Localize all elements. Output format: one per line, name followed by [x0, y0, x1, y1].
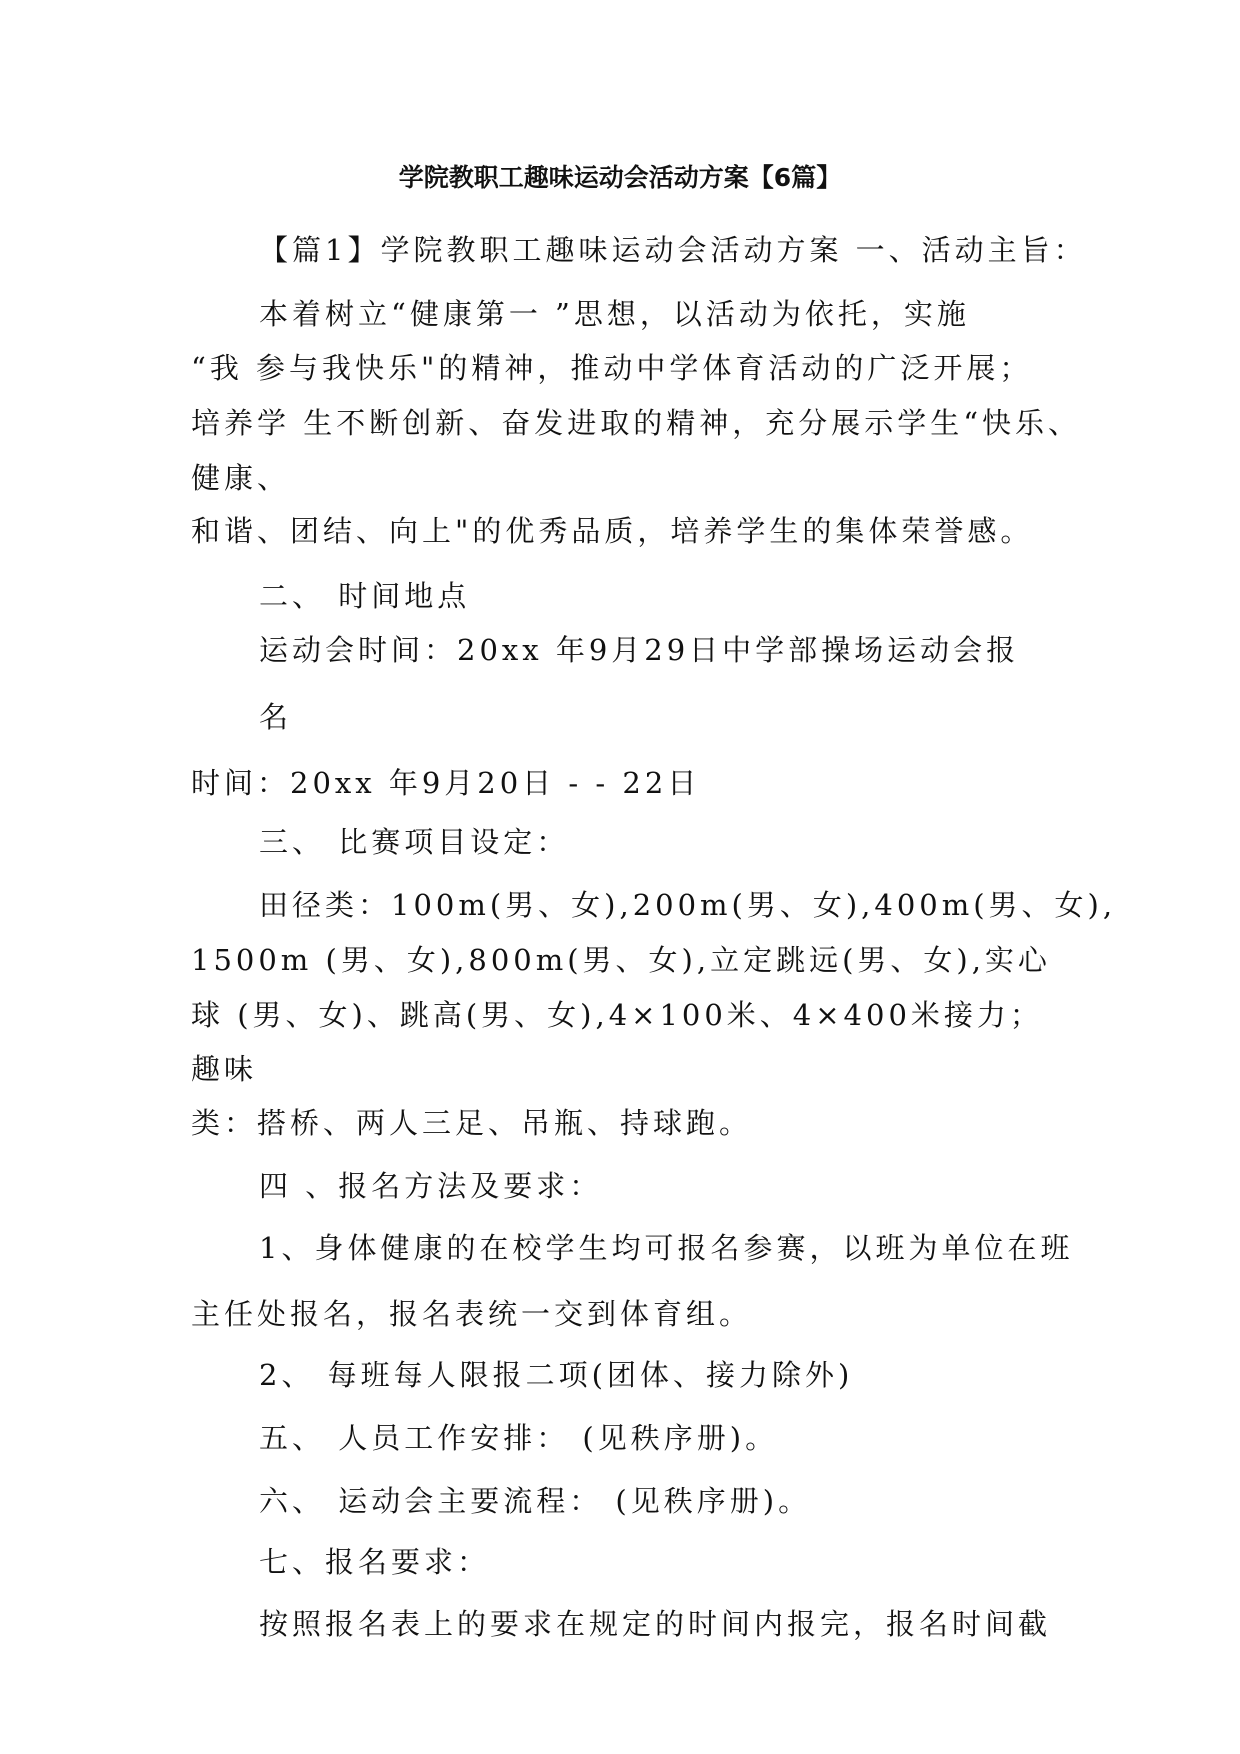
text-line-9: 名 [259, 700, 293, 734]
text-line-3: “我 参与我快乐"的精神，推动中学体育活动的广泛开展； [191, 351, 1033, 385]
text-line-19: 主任处报名，报名表统一交到体育组。 [191, 1297, 753, 1331]
text-line-12: 田径类：100m(男、女),200m(男、女),400m(男、女), [259, 888, 1117, 922]
text-line-15: 趣味 [191, 1052, 258, 1086]
text-line-23: 七、报名要求： [259, 1545, 491, 1579]
text-line-20: 2、 每班每人限报二项(团体、接力除外) [259, 1358, 854, 1392]
document-title: 学院教职工趣味运动会活动方案【6篇】 [398, 163, 842, 192]
text-line-5: 健康、 [191, 461, 291, 495]
text-line-16: 类：搭桥、两人三足、吊瓶、持球跑。 [191, 1106, 753, 1140]
text-line-22: 六、 运动会主要流程： (见秩序册)。 [259, 1484, 812, 1518]
text-line-1: 【篇1】学院教职工趣味运动会活动方案 一、活动主旨： [259, 233, 1087, 267]
text-line-21: 五、 人员工作安排： (见秩序册)。 [259, 1421, 779, 1455]
text-line-4: 培养学 生不断创新、奋发进取的精神，充分展示学生“快乐、 [191, 406, 1082, 440]
text-line-13: 1500m (男、女),800m(男、女),立定跳远(男、女),实心 [191, 943, 1051, 977]
text-line-24: 按照报名表上的要求在规定的时间内报完，报名时间截 [259, 1607, 1052, 1641]
text-line-10: 时间：20xx 年9月20日 - - 22日 [191, 766, 701, 800]
text-line-8: 运动会时间：20xx 年9月29日中学部操场运动会报 [259, 633, 1020, 667]
text-line-11: 三、 比赛项目设定： [259, 825, 570, 859]
text-line-14: 球 (男、女)、跳高(男、女),4×100米、4×400米接力； [191, 998, 1043, 1032]
text-line-2: 本着树立“健康第一 ”思想，以活动为依托，实施 [259, 297, 970, 331]
text-line-7: 二、 时间地点 [259, 579, 471, 613]
text-line-18: 1、身体健康的在校学生均可报名参赛，以班为单位在班 [259, 1231, 1074, 1265]
text-line-6: 和谐、团结、向上"的优秀品质，培养学生的集体荣誉感。 [191, 514, 1034, 548]
text-line-17: 四 、报名方法及要求： [259, 1169, 603, 1203]
